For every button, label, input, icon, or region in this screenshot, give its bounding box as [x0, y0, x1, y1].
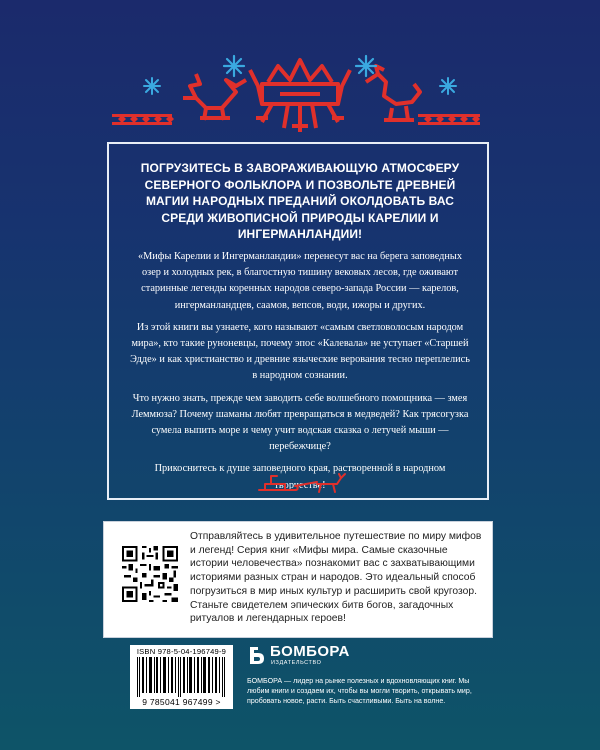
sun-crown-icon	[250, 60, 350, 132]
annotation-block	[130, 160, 470, 490]
barcode-bars	[135, 657, 229, 697]
isbn-label: ISBN 978-5-04-196749-9	[136, 647, 227, 656]
description-paragraph: Из этой книги вы узнаете, кого называют «самым светловолосым народом мира», кто такие руноневцы, почему эпос «Калевала» не уступает «Старшей Эдде» и как христианство и древние языческие верования тесно переплелись в народном сознании.	[130, 321, 470, 382]
snowflake-icon	[440, 78, 456, 94]
rooster-icon	[366, 66, 420, 120]
snowflake-icon	[144, 78, 160, 94]
firebird-icon	[183, 74, 246, 120]
qr-code[interactable]	[122, 546, 178, 602]
description-paragraph: Что нужно знать, прежде чем заводить себе волшебного помощника — змея Леммюза? Почему шаманы любят превращаться в медведей? Как трясогузка сумела выпить море и чему учит водская сказка о летучей мыши — перебежчице?	[131, 392, 469, 453]
reindeer-sled-icon	[255, 470, 350, 496]
series-description: Отправляйтесь в удивительное путешествие по миру мифов и легенд! Серия книг «Мифы мира. Самые сказочные истории человечества» познакомит вас с захватывающими историями разных стран и народов. Это идеальный способ погрузиться в мир иных культур и расширить свой кругозор. Станьте свидетелем эпических битв богов, загадочных ритуалов и легендарных героев!	[190, 531, 482, 625]
publisher-subtitle: ИЗДАТЕЛЬСТВО	[271, 660, 322, 666]
snowflake-icon	[356, 56, 376, 76]
barcode	[130, 645, 233, 709]
publisher-description: БОМБОРА — лидер на рынке полезных и вдохновляющих книг. Мы любим книги и создаем их, чтобы вы могли творить, открывать мир, пробовать новое, расти. Быть счастливыми. Быть на волне.	[247, 677, 472, 705]
barcode-digits: 9 785041 967499 >	[142, 697, 221, 707]
publisher-name: БОМБОРА	[270, 643, 350, 660]
description-paragraph: «Мифы Карелии и Ингерманландии» перенесут вас на берега заповедных озер и холодных рек, в благостную тишину вековых лесов, где оживают старинные легенды коренных народов северо-запада России — карелов, ингерманландцев, саамов, вепсов, води, ижоры и других.	[137, 250, 462, 311]
lead-paragraph: ПОГРУЗИТЕСЬ В ЗАВОРАЖИВАЮЩУЮ АТМОСФЕРУ СЕВЕРНОГО ФОЛЬКЛОРА И ПОЗВОЛЬТЕ ДРЕВНЕЙ МАГИИ НАРОДНЫХ ПРЕДАНИЙ ОКОЛДОВАТЬ ВАС СРЕДИ ЖИВОПИСНОЙ ПРИРОДЫ КАРЕЛИИ И ИНГЕРМАНЛАНДИИ!	[140, 161, 460, 242]
snowflake-icon	[224, 56, 244, 76]
closing-paragraph: Прикоснитесь к душе заповедного края, растворенной в народном творчестве!	[154, 463, 446, 491]
ornament-band-right	[418, 114, 480, 125]
folk-ornament	[0, 0, 600, 150]
ornament-band-left	[112, 114, 174, 125]
bombora-logo-icon	[247, 645, 267, 665]
